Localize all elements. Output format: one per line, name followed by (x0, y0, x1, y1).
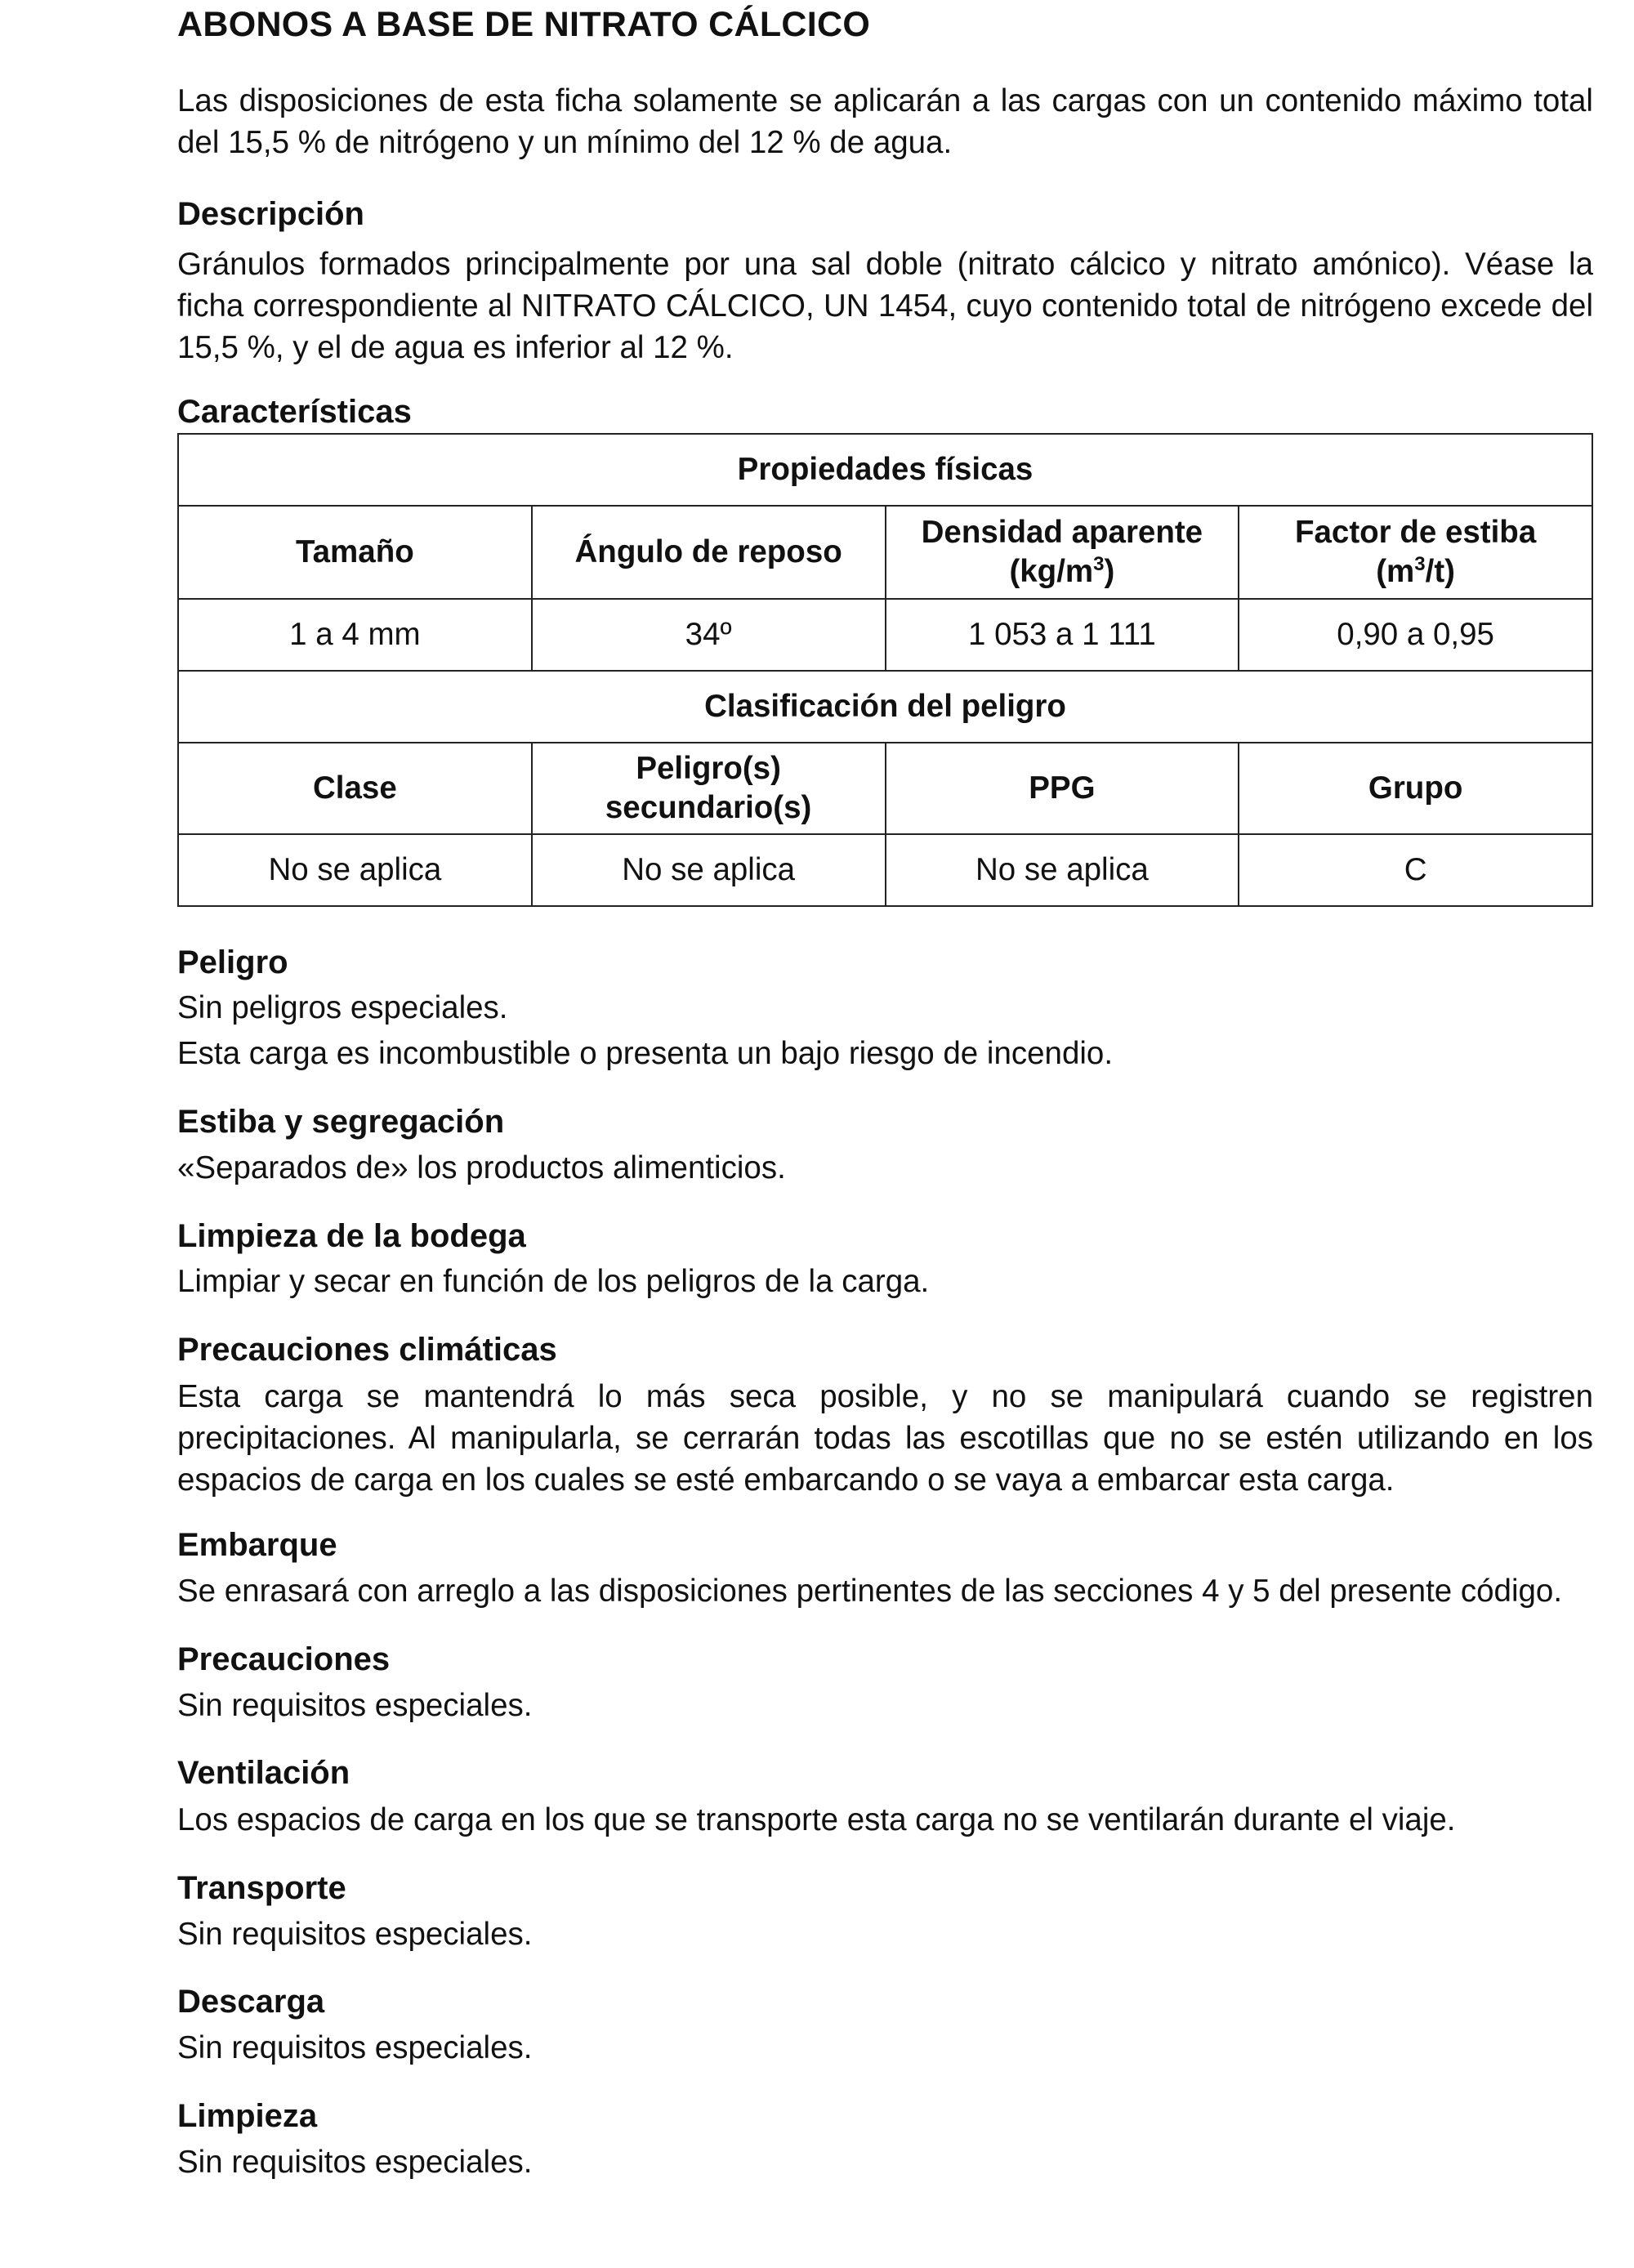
precauciones-climaticas-text: Esta carga se mantendrá lo más seca posible, y no se manipulará cuando se registren precipitaciones. Al manipularla, se cerrarán todas las escotillas que no se estén utilizando en los espacios de carga en los cuales se esté embarcando o se vaya a embarcar esta carga. (177, 1379, 1593, 1498)
value-mhb: No se aplica (886, 834, 1239, 906)
descripcion-text: Gránulos formados principalmente por una sal doble (nitrato cálcico y nitrato amónico). Véase la ficha correspondiente al NITRATO CÁLCICO, UN 1454, cuyo contenido total de nitrógeno excede del 15,5 %, y el de agua es inferior al 12 %. (177, 247, 1593, 365)
section-heading-transporte: Transporte (177, 1870, 346, 1906)
value-bulk-density: 1 053 a 1 111 (886, 599, 1239, 671)
header-stowage-factor (1239, 506, 1592, 599)
table-row (178, 743, 1592, 834)
section-heading-limpieza-bodega: Limpieza de la bodega (177, 1218, 526, 1254)
embarque-text: Se enrasará con arreglo a las disposiciones pertinentes de las secciones 4 y 5 del presente código. (177, 1574, 1563, 1609)
value-stowage-factor: 0,90 a 0,95 (1239, 599, 1592, 671)
document-title: ABONOS A BASE DE NITRATO CÁLCICO (177, 5, 871, 44)
limpieza-bodega-text: Limpiar y secar en función de los peligros de la carga. (177, 1264, 930, 1299)
stowage-unit-end: /t) (1425, 554, 1455, 589)
intro-paragraph: Las disposiciones de esta ficha solamente se aplicarán a las cargas con un contenido máximo total del 15,5 % de nitrógeno y un mínimo del 12 % de agua. (177, 83, 1593, 160)
section-heading-peligro: Peligro (177, 944, 288, 980)
section-heading-limpieza: Limpieza (177, 2098, 318, 2134)
value-angle-of-repose: 34º (532, 599, 886, 671)
precauciones-text: Sin requisitos especiales. (177, 1688, 533, 1723)
header-bulk-density (886, 506, 1239, 599)
table-row (178, 834, 1592, 906)
section-heading-precauciones-climaticas: Precauciones climáticas (177, 1332, 557, 1368)
header-mhb: PPG (886, 743, 1239, 834)
density-unit-exponent: 3 (1093, 553, 1105, 576)
value-size: 1 a 4 mm (178, 599, 532, 671)
header-secondary-hazards-line2: secundario(s) (605, 790, 812, 825)
header-stowage-factor-line1: Factor de estiba (1294, 515, 1537, 550)
density-unit-end: ) (1104, 554, 1115, 589)
peligro-line-2: Esta carga es incombustible o presenta un bajo riesgo de incendio. (177, 1036, 1114, 1071)
table-row (178, 434, 1592, 506)
section-heading-descarga: Descarga (177, 1984, 325, 2020)
table-row (178, 599, 1592, 671)
header-angle-of-repose: Ángulo de reposo (532, 506, 886, 599)
transporte-text: Sin requisitos especiales. (177, 1917, 533, 1952)
peligro-line-1: Sin peligros especiales. (177, 990, 508, 1025)
physical-properties-title: Propiedades físicas (178, 434, 1592, 506)
value-secondary-hazards: No se aplica (532, 834, 886, 906)
ventilacion-text: Los espacios de carga en los que se transporte esta carga no se ventilarán durante el viaje. (177, 1802, 1456, 1837)
header-group: Grupo (1239, 743, 1592, 834)
section-heading-precauciones: Precauciones (177, 1641, 391, 1677)
table-row (178, 671, 1592, 743)
descarga-text: Sin requisitos especiales. (177, 2030, 533, 2065)
header-secondary-hazards (532, 743, 886, 834)
value-group: C (1239, 834, 1592, 906)
header-size: Tamaño (178, 506, 532, 599)
section-heading-ventilacion: Ventilación (177, 1755, 350, 1791)
section-heading-estiba: Estiba y segregación (177, 1104, 505, 1140)
stowage-unit-exponent: 3 (1414, 553, 1426, 576)
value-class: No se aplica (178, 834, 532, 906)
density-unit-base: (kg/m (1009, 554, 1094, 589)
limpieza-text: Sin requisitos especiales. (177, 2145, 533, 2180)
section-heading-caracteristicas: Características (177, 394, 412, 430)
table-row (178, 506, 1592, 599)
header-bulk-density-line1: Densidad aparente (921, 515, 1203, 550)
header-class: Clase (178, 743, 532, 834)
section-heading-embarque: Embarque (177, 1527, 337, 1563)
header-bulk-density-unit (1009, 554, 1114, 589)
estiba-text: «Separados de» los productos alimenticios. (177, 1150, 786, 1185)
hazard-classification-title: Clasificación del peligro (178, 671, 1592, 743)
stowage-unit-base: (m (1376, 554, 1415, 589)
characteristics-table (177, 433, 1593, 907)
header-secondary-hazards-line1: Peligro(s) (636, 751, 781, 786)
section-heading-descripcion: Descripción (177, 196, 364, 232)
header-stowage-factor-unit (1376, 554, 1455, 589)
